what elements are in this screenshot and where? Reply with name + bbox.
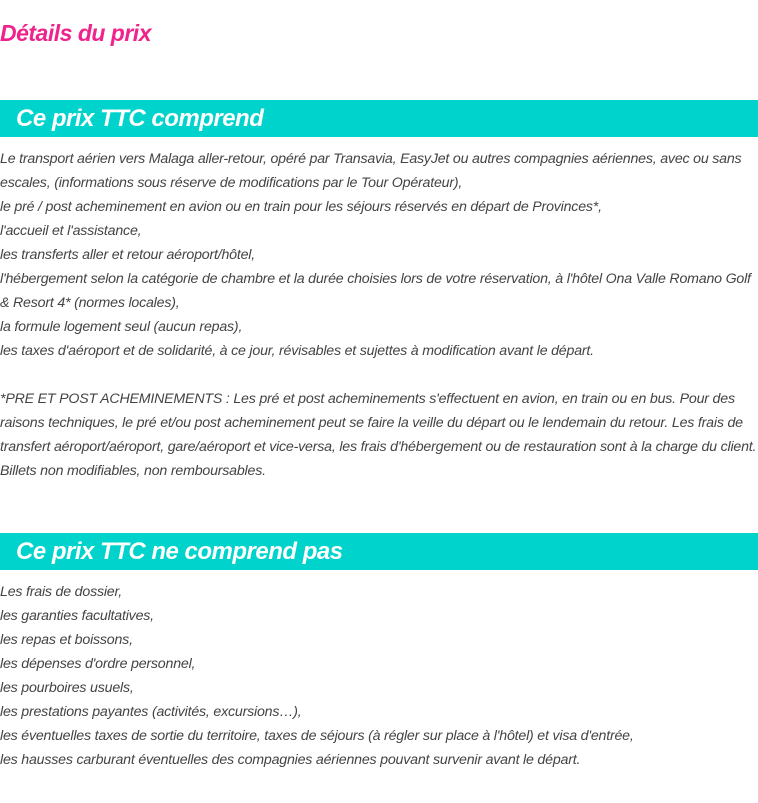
list-item: les taxes d'aéroport et de solidarité, à ce jour, révisables et sujettes à modification avant le départ. — [0, 343, 594, 359]
acheminement-note: *PRE ET POST ACHEMINEMENTS : Les pré et post acheminements s'effectuent en avion, en train ou en bus. Pour des raisons techniques, le pré et/ou post acheminement peut se faire la veille du départ ou le lendemain du retour. Les frais de transfert aéroport/aéroport, gare/aéroport et vice-versa, les frais d'hébergement ou de restauration sont à la charge du client. Billets non modifiables, non remboursables. — [0, 391, 757, 479]
list-item: Les frais de dossier, — [0, 584, 122, 600]
list-item: les pourboires usuels, — [0, 680, 134, 696]
excluded-heading: Ce prix TTC ne comprend pas — [0, 533, 758, 570]
list-item: l'hébergement selon la catégorie de chambre et la durée choisies lors de votre réservation, à l'hôtel Ona Valle Romano Golf & Resort 4* (normes locales), — [0, 271, 751, 311]
list-item: la formule logement seul (aucun repas), — [0, 319, 243, 335]
list-item: les dépenses d'ordre personnel, — [0, 656, 196, 672]
included-list — [0, 147, 758, 483]
list-item: les hausses carburant éventuelles des compagnies aériennes pouvant survenir avant le départ. — [0, 752, 581, 768]
list-item: Le transport aérien vers Malaga aller-retour, opéré par Transavia, EasyJet ou autres compagnies aériennes, avec ou sans escales, (informations sous réserve de modifications par le Tour Opérateur), — [0, 151, 742, 191]
included-heading: Ce prix TTC comprend — [0, 100, 758, 137]
page-title: Détails du prix — [0, 20, 151, 46]
list-item: les garanties facultatives, — [0, 608, 154, 624]
list-item: les transferts aller et retour aéroport/hôtel, — [0, 247, 255, 263]
list-item: les prestations payantes (activités, excursions…), — [0, 704, 302, 720]
list-item: le pré / post acheminement en avion ou en train pour les séjours réservés en départ de Provinces*, — [0, 199, 602, 215]
excluded-list — [0, 580, 758, 772]
list-item: les éventuelles taxes de sortie du territoire, taxes de séjours (à régler sur place à l'hôtel) et visa d'entrée, — [0, 728, 634, 744]
list-item: l'accueil et l'assistance, — [0, 223, 142, 239]
list-item: les repas et boissons, — [0, 632, 133, 648]
